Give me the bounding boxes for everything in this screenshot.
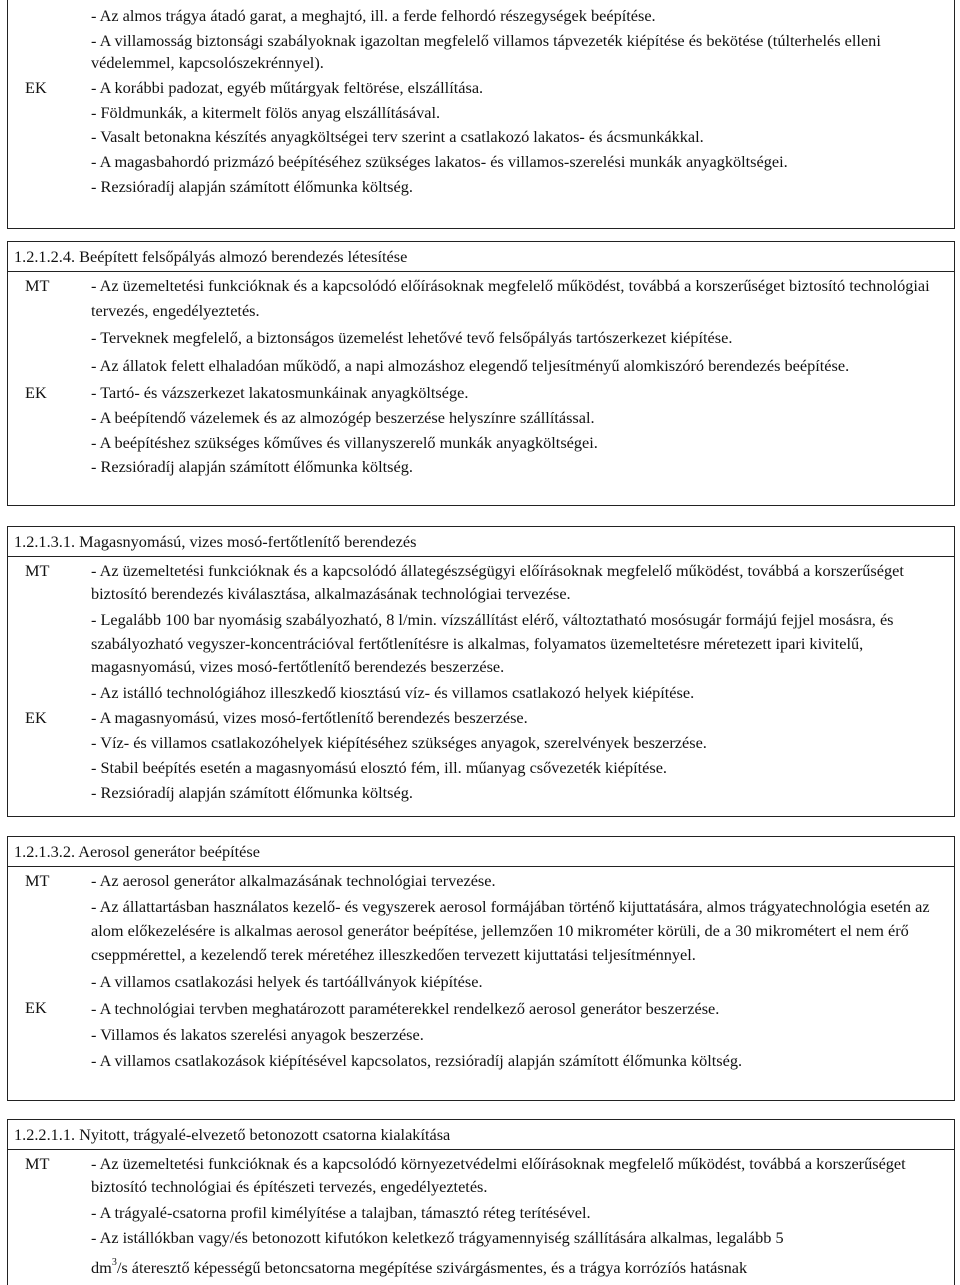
- section-block: [7, 836, 955, 1101]
- ek-items-column: [91, 706, 954, 805]
- list-item: - Az üzemeltetési funkcióknak és a kapcsolódó állategészségügyi előírásoknak megfelelő működést, továbbá a korszerűséget biztosító berendezés kiválasztása, alkalmazásának technológiai tervezése.: [91, 560, 904, 604]
- list-item: - Az üzemeltetési funkcióknak és a kapcsolódó előírásoknak megfelelő működést, továbbá a korszerűséget biztosító technológiai tervezés, engedélyeztetés.: [91, 275, 930, 320]
- mt-row: [8, 1150, 954, 1280]
- list-item: - Az aerosol generátor alkalmazásának technológiai tervezése.: [91, 870, 496, 890]
- list-item: - Az istálló technológiához illeszkedő kiosztású víz- és villamos csatlakozó helyek kiépítése.: [91, 682, 695, 702]
- list-item: - A trágyalé-csatorna profil kimélyítése a talajban, támasztó réteg terítésével.: [91, 1202, 591, 1222]
- list-item: - Az állattartásban használatos kezelő- és vegyszerek aerosol formájában történő kijuttatására, almos trágyatechnológia esetén az alom előkezelésére is alkalmas aerosol generátor beépítése, jellemzően 10 mikrométer körüli, de a 30 mikrométert el nem érő cseppmérettel, a kezelendő terek méretéhez illeszkedően tervezett kijuttatási teljesítménnyel.: [91, 897, 930, 965]
- section-block: [7, 1119, 955, 1285]
- section-heading: 1.2.1.3.1. Magasnyomású, vizes mosó-fertőtlenítő berendezés: [8, 527, 954, 557]
- pre-items-row: [8, 0, 954, 75]
- list-item: - Rezsióradíj alapján számított élőmunka költség.: [91, 782, 413, 802]
- list-item: - Tartó- és vázszerkezet lakatosmunkáinak anyagköltsége.: [91, 382, 469, 402]
- list-item: - Vasalt betonakna készítés anyagköltségei terv szerint a csatlakozó lakatos- és ácsmunkákkal.: [91, 127, 704, 147]
- list-item: - A magasbahordó prizmázó beépítéséhez szükséges lakatos- és villamos-szerelési munkák anyagköltségei.: [91, 152, 788, 172]
- ek-items-column: [91, 996, 954, 1074]
- list-item-last: [91, 1256, 950, 1280]
- empty-label: [8, 0, 91, 75]
- list-item: - A korábbi padozat, egyéb műtárgyak feltörése, elszállítása.: [91, 77, 484, 97]
- ek-label: EK: [25, 997, 47, 1017]
- list-item: - A villamos csatlakozási helyek és tartóállványok kiépítése.: [91, 971, 483, 991]
- section-block: [7, 526, 955, 817]
- list-item: - Legalább 100 bar nyomásig szabályozható, 8 l/min. vízszállítást elérő, változtatható mosósugár formájú fejjel mosásra, és szabályozható vegyszer-koncentrációval fertőtlenítésre is alkalmas, folyamatos üzemeltetésre méretezett ipari kivitelű, magasnyomású, vizes mosó-fertőtlenítő berendezés beszerzése.: [91, 609, 894, 677]
- mt-row: [8, 557, 954, 705]
- list-item: - Az istállókban vagy/és betonozott kifutókon keletkező trágyamennyiség szállítására alkalmas, legalább 5: [91, 1228, 784, 1248]
- mt-items-column: [91, 869, 954, 994]
- mt-label: MT: [25, 275, 50, 295]
- section-heading: 1.2.2.1.1. Nyitott, trágyalé-elvezető betonozott csatorna kialakítása: [8, 1120, 954, 1150]
- list-item: - A villamosság biztonsági szabályoknak igazoltan megfelelő villamos tápvezeték kiépítése és bekötése (túlterhelés elleni védelemmel, kapcsolószekrénnyel).: [91, 30, 881, 73]
- section-heading: 1.2.1.3.2. Aerosol generátor beépítése: [8, 837, 954, 867]
- unit-exponent: 3: [111, 1256, 117, 1268]
- mt-row: [8, 272, 954, 379]
- section-block: [7, 241, 955, 506]
- list-item: - Rezsióradíj alapján számított élőmunka költség.: [91, 457, 413, 477]
- list-item: - A magasnyomású, vizes mosó-fertőtlenítő berendezés beszerzése.: [91, 708, 528, 728]
- list-item: - A beépítéshez szükséges kőműves és villanyszerelő munkák anyagköltségei.: [91, 432, 598, 452]
- ek-row: [8, 381, 954, 480]
- pre-items-column: [91, 0, 954, 75]
- mt-label: MT: [25, 1153, 50, 1173]
- unit-text: dm: [91, 1257, 112, 1277]
- list-item: - Földmunkák, a kitermelt fölös anyag elszállításával.: [91, 102, 441, 122]
- section-heading: 1.2.1.2.4. Beépített felsőpályás almozó berendezés létesítése: [8, 242, 954, 272]
- mt-items-column: [91, 1152, 954, 1280]
- list-item: - Stabil beépítés esetén a magasnyomású elosztó fém, ill. műanyag csővezeték kiépítése.: [91, 757, 667, 777]
- list-item: - Víz- és villamos csatlakozóhelyek kiépítéséhez szükséges anyagok, szerelvények beszerzése.: [91, 733, 707, 753]
- list-item: - A technológiai tervben meghatározott paraméterekkel rendelkező aerosol generátor beszerzése.: [91, 998, 720, 1018]
- list-item: - Rezsióradíj alapján számított élőmunka költség.: [91, 176, 413, 196]
- ek-row: [8, 706, 954, 805]
- list-item: - Az almos trágya átadó garat, a meghajtó, ill. a ferde felhordó részegységek beépítése.: [91, 6, 656, 25]
- ek-row: [8, 76, 954, 200]
- mt-items-column: [91, 274, 954, 379]
- list-item: - A villamos csatlakozások kiépítésével kapcsolatos, rezsióradíj alapján számított élőmunka költség.: [91, 1050, 743, 1070]
- line-rest: /s áteresztő képességű betoncsatorna megépítése szivárgásmentes, és a trágya korrózíós hatásnak: [116, 1257, 748, 1277]
- ek-label: EK: [25, 382, 47, 402]
- list-item: - Az üzemeltetési funkcióknak és a kapcsolódó környezetvédelmi előírásoknak megfelelő működést, továbbá a korszerűséget biztosító technológiai és építészeti tervezés, engedélyeztetés.: [91, 1153, 906, 1197]
- list-item: - Villamos és lakatos szerelési anyagok beszerzése.: [91, 1024, 424, 1044]
- mt-label: MT: [25, 870, 50, 890]
- ek-label: EK: [25, 77, 47, 97]
- mt-items-column: [91, 559, 954, 705]
- ek-items-column: [91, 381, 954, 480]
- ek-row: [8, 996, 954, 1074]
- mt-label: MT: [25, 560, 50, 580]
- list-item: - Terveknek megfelelő, a biztonságos üzemelést lehetővé tevő felsőpályás tartószerkezet kiépítése.: [91, 328, 733, 348]
- list-item: - Az állatok felett elhaladóan működő, a napi almozáshoz elegendő teljesítményű alomkiszóró berendezés beépítése.: [91, 356, 850, 376]
- list-item: - A beépítendő vázelemek és az almozógép beszerzése helyszínre szállítással.: [91, 407, 595, 427]
- ek-items-column: [91, 76, 954, 200]
- top-continuation-block: [7, 0, 955, 229]
- mt-row: [8, 867, 954, 994]
- ek-label: EK: [25, 708, 47, 728]
